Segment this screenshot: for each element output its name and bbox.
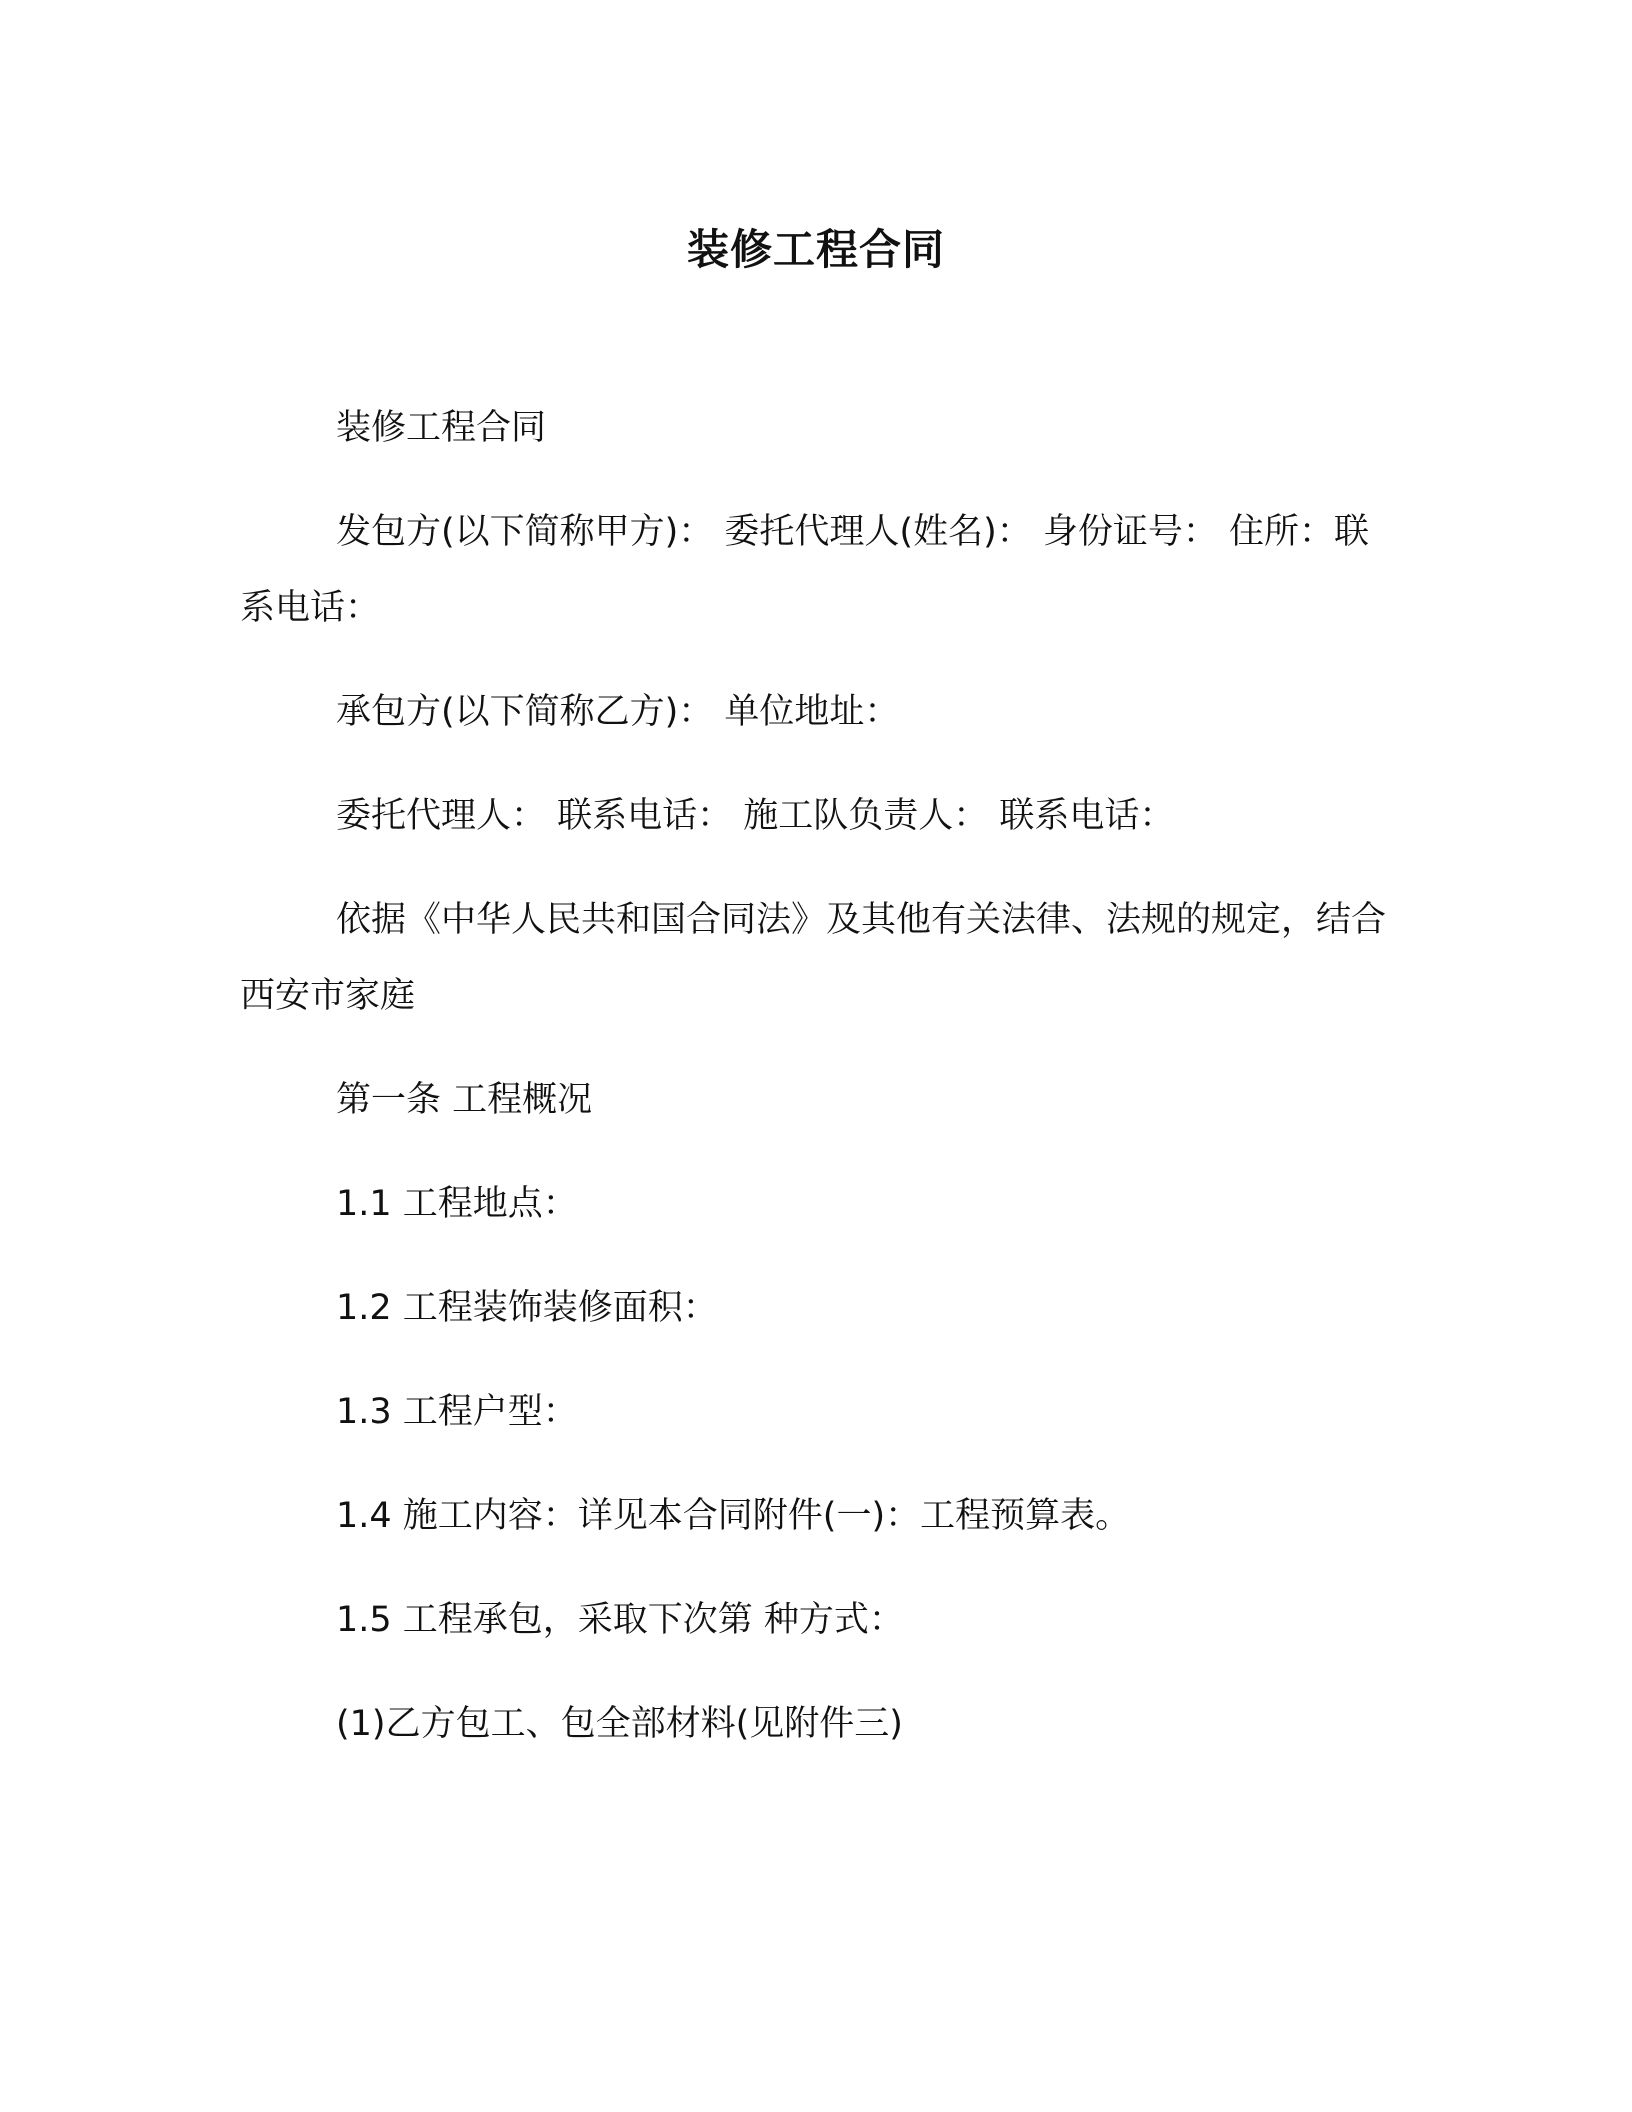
paragraph-agent-contacts: 委托代理人： 联系电话： 施工队负责人： 联系电话： bbox=[336, 796, 1175, 836]
paragraph-1-3-layout: 1.3 工程户型： bbox=[336, 1392, 578, 1432]
document-body bbox=[240, 390, 1390, 1790]
paragraph-article-1-heading: 第一条 工程概况 bbox=[336, 1080, 593, 1120]
paragraph-heading: 装修工程合同 bbox=[336, 408, 547, 448]
paragraph-1-1-location: 1.1 工程地点： bbox=[336, 1184, 578, 1224]
paragraph-option-1: (1)乙方包工、包全部材料(见附件三) bbox=[336, 1704, 903, 1744]
paragraph-party-b: 承包方(以下简称乙方)： 单位地址： bbox=[336, 692, 900, 732]
paragraph-legal-basis: 依据《中华人民共和国合同法》及其他有关法律、法规的规定，结合西安市家庭 bbox=[240, 900, 1387, 1016]
paragraph-1-2-area: 1.2 工程装饰装修面积： bbox=[336, 1288, 718, 1328]
paragraph-party-a: 发包方(以下简称甲方)： 委托代理人(姓名)： 身份证号： 住所：联系电话： bbox=[240, 512, 1369, 628]
document-title: 装修工程合同 bbox=[686, 225, 945, 274]
paragraph-1-5-method: 1.5 工程承包，采取下次第 种方式： bbox=[336, 1600, 904, 1640]
paragraph-1-4-content: 1.4 施工内容：详见本合同附件(一)：工程预算表。 bbox=[336, 1496, 1131, 1536]
